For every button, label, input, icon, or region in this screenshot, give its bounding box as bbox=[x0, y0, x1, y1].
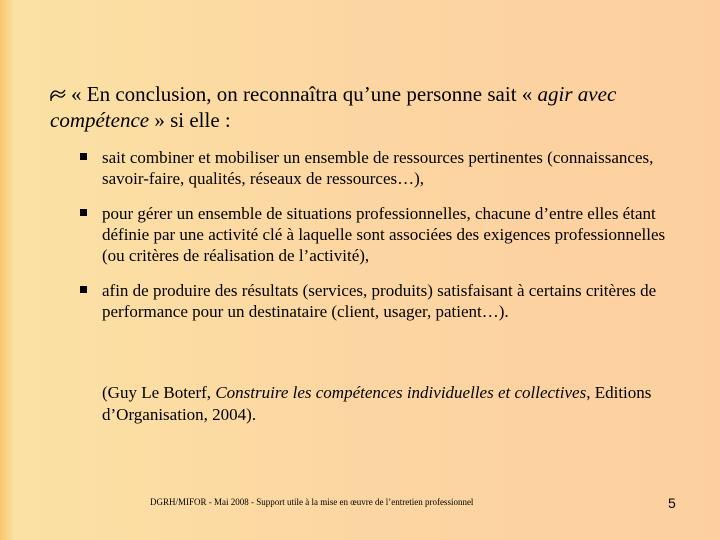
citation bbox=[102, 382, 692, 426]
citation-prefix: (Guy Le Boterf, bbox=[102, 383, 216, 402]
intro-paragraph bbox=[50, 81, 660, 133]
intro-text: « En conclusion, on reconnaîtra qu’une personne sait « bbox=[71, 82, 538, 106]
list-item-text: afin de produire des résultats (services, produits) satisfaisant à certains critères de performance pour un destinataire (client, usager, patient…). bbox=[102, 281, 657, 321]
page-number: 5 bbox=[668, 495, 676, 511]
slide-footer: DGRH/MIFOR - Mai 2008 - Support utile à la mise en œuvre de l’entretien professionnel bbox=[150, 497, 474, 507]
flag-bullet-icon bbox=[50, 88, 66, 102]
square-bullet-icon bbox=[80, 153, 87, 160]
criteria-list bbox=[80, 147, 680, 336]
list-item bbox=[80, 147, 680, 189]
square-bullet-icon bbox=[80, 209, 87, 216]
list-item-text: pour gérer un ensemble de situations professionnelles, chacune d’entre elles étant définie par une activité clé à laquelle sont associées des exigences professionnelles (ou critères de réalisation de l’activité), bbox=[102, 204, 666, 265]
list-item bbox=[80, 280, 680, 322]
left-accent-bar bbox=[0, 0, 14, 540]
square-bullet-icon bbox=[80, 286, 87, 293]
list-item-text: sait combiner et mobiliser un ensemble de ressources pertinentes (connaissances, savoir-faire, qualités, réseaux de ressources…), bbox=[102, 148, 654, 188]
intro-text-end: » si elle : bbox=[149, 108, 231, 132]
list-item bbox=[80, 203, 680, 266]
citation-suffix: , Editions d’Organisation, 2004). bbox=[102, 383, 652, 424]
citation-book-title: Construire les compétences individuelles et collectives bbox=[215, 383, 587, 402]
intro-emphasis: agir avec compétence bbox=[50, 82, 617, 132]
